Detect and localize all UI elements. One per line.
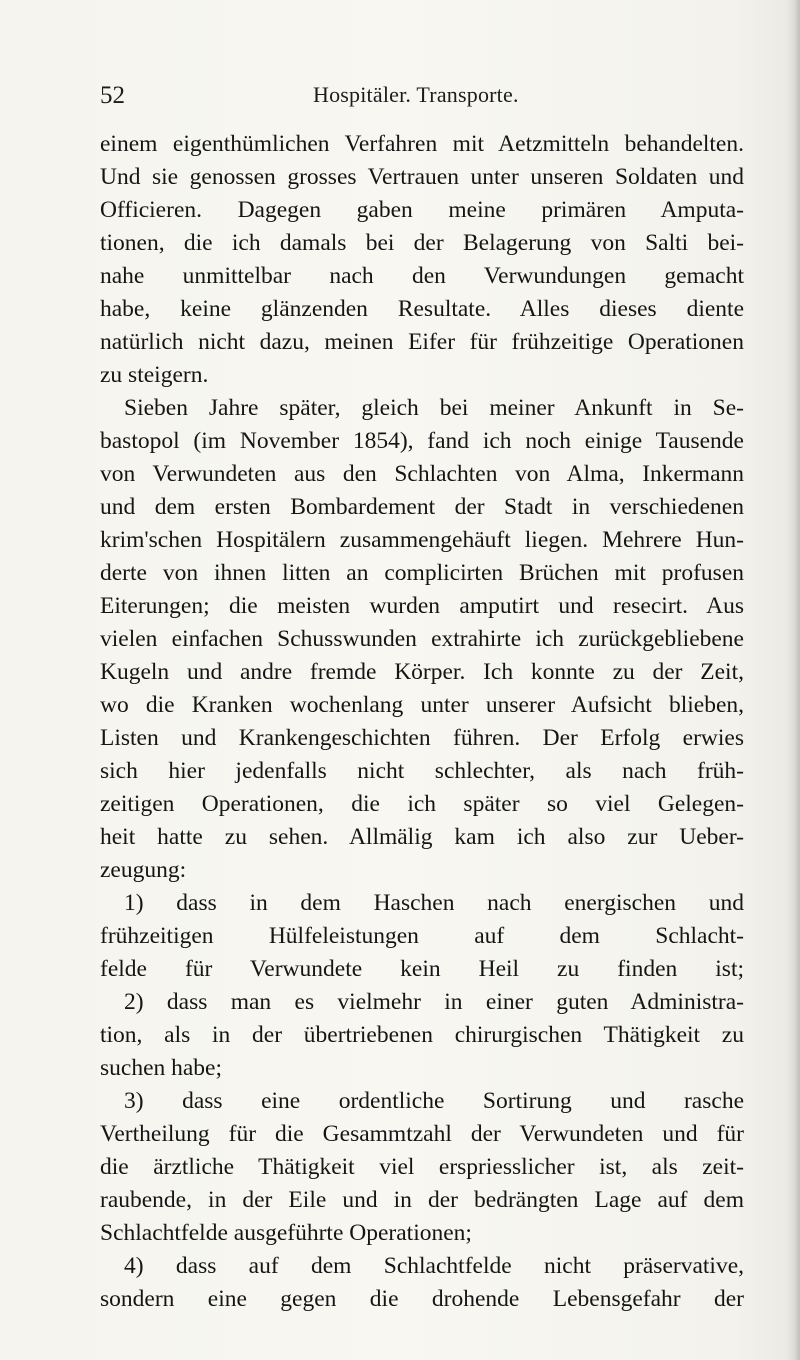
text-line: zeugung: — [100, 857, 187, 883]
text-line: sondern eine gegen die drohende Lebensgefahr der — [100, 1286, 744, 1312]
text-line: nahe unmittelbar nach den Verwundungen gemacht — [100, 263, 744, 289]
page-header — [100, 82, 720, 116]
text-line: bastopol (im November 1854), fand ich noch einige Tausende — [100, 428, 744, 454]
text-line: derte von ihnen litten an complicirten Brüchen mit profusen — [100, 560, 744, 586]
text-line: raubende, in der Eile und in der bedrängten Lage auf dem — [100, 1187, 744, 1213]
text-line: tionen, die ich damals bei der Belagerung von Salti bei- — [100, 230, 744, 256]
text-line: wo die Kranken wochenlang unter unserer Aufsicht blieben, — [100, 692, 744, 718]
text-line: Sieben Jahre später, gleich bei meiner Ankunft in Se- — [124, 395, 744, 421]
text-line: Kugeln und andre fremde Körper. Ich konnte zu der Zeit, — [100, 659, 744, 685]
text-line: sich hier jedenfalls nicht schlechter, als nach früh- — [100, 758, 744, 784]
text-line: heit hatte zu sehen. Allmälig kam ich also zur Ueber- — [100, 824, 744, 850]
text-line: 3) dass eine ordentliche Sortirung und rasche — [124, 1088, 744, 1114]
text-line: tion, als in der übertriebenen chirurgischen Thätigkeit zu — [100, 1022, 744, 1048]
text-line: die ärztliche Thätigkeit viel erspriesslicher ist, als zeit- — [100, 1154, 744, 1180]
page-edge-shadow — [786, 0, 800, 1360]
text-line: Schlachtfelde ausgeführte Operationen; — [100, 1220, 472, 1246]
text-line: habe, keine glänzenden Resultate. Alles dieses diente — [100, 296, 744, 322]
body-text — [100, 128, 744, 1316]
text-line: suchen habe; — [100, 1055, 223, 1081]
running-head: Hospitäler. Transporte. — [313, 82, 519, 107]
text-line: felde für Verwundete kein Heil zu finden ist; — [100, 956, 744, 982]
text-line: zeitigen Operationen, die ich später so viel Gelegen- — [100, 791, 744, 817]
text-line: krim'schen Hospitälern zusammengehäuft liegen. Mehrere Hun- — [100, 527, 744, 553]
text-line: 2) dass man es vielmehr in einer guten Administra- — [124, 989, 744, 1015]
page-number: 52 — [100, 82, 125, 109]
text-line: einem eigenthümlichen Verfahren mit Aetzmitteln behandelten. — [100, 131, 744, 157]
text-line: vielen einfachen Schusswunden extrahirte ich zurückgebliebene — [100, 626, 744, 652]
text-line: 4) dass auf dem Schlachtfelde nicht präservative, — [124, 1253, 744, 1279]
text-line: frühzeitigen Hülfeleistungen auf dem Schlacht- — [100, 923, 744, 949]
text-line: 1) dass in dem Haschen nach energischen und — [124, 890, 744, 916]
text-line: Listen und Krankengeschichten führen. Der Erfolg erwies — [100, 725, 744, 751]
text-line: von Verwundeten aus den Schlachten von Alma, Inkermann — [100, 461, 744, 487]
text-line: Vertheilung für die Gesammtzahl der Verwundeten und für — [100, 1121, 744, 1147]
text-line: Officieren. Dagegen gaben meine primären Amputa- — [100, 197, 744, 223]
text-line: natürlich nicht dazu, meinen Eifer für frühzeitige Operationen — [100, 329, 744, 355]
text-line: Eiterungen; die meisten wurden amputirt und resecirt. Aus — [100, 593, 744, 619]
text-line: zu steigern. — [100, 362, 209, 388]
text-line: Und sie genossen grosses Vertrauen unter unseren Soldaten und — [100, 164, 744, 190]
text-line: und dem ersten Bombardement der Stadt in verschiedenen — [100, 494, 744, 520]
